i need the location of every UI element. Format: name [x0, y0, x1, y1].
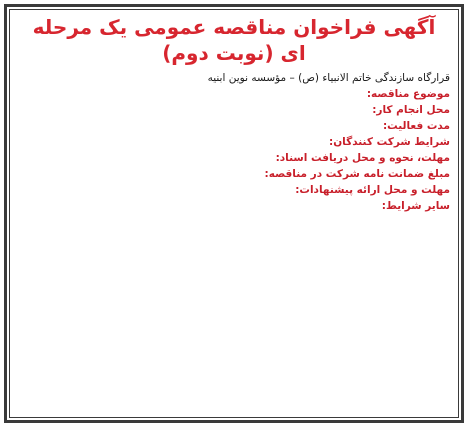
field-location-label: محل انجام کار: — [372, 104, 450, 116]
field-eligibility-label: شرایط شرکت کنندگان: — [329, 136, 450, 148]
field-other-terms — [18, 198, 450, 214]
field-other-terms-label: سایر شرایط: — [381, 200, 450, 212]
field-duration-label: مدت فعالیت: — [382, 120, 450, 132]
field-guarantee-label: مبلغ ضمانت نامه شرکت در مناقصه: — [264, 168, 450, 180]
field-location — [18, 102, 450, 118]
field-documents — [18, 150, 450, 166]
field-duration — [18, 118, 450, 134]
field-subject — [18, 86, 450, 102]
field-subject-label: موضوع مناقصه: — [366, 88, 450, 100]
notice-title: آگهی فراخوان مناقصه عمومی یک مرحله ای (نوبت دوم) — [32, 15, 436, 65]
field-submission-label: مهلت و محل ارائه پیشنهادات: — [295, 184, 450, 196]
notice-outer-frame — [4, 4, 464, 423]
notice-intro: قرارگاه سازندگی خاتم الانبیاء (ص) – مؤسسه نوین ابنیه — [207, 72, 450, 84]
field-documents-label: مهلت، نحوه و محل دریافت اسناد: — [275, 152, 450, 164]
notice-inner-frame — [9, 9, 459, 418]
field-eligibility — [18, 134, 450, 150]
field-submission — [18, 182, 450, 198]
field-guarantee — [18, 166, 450, 182]
